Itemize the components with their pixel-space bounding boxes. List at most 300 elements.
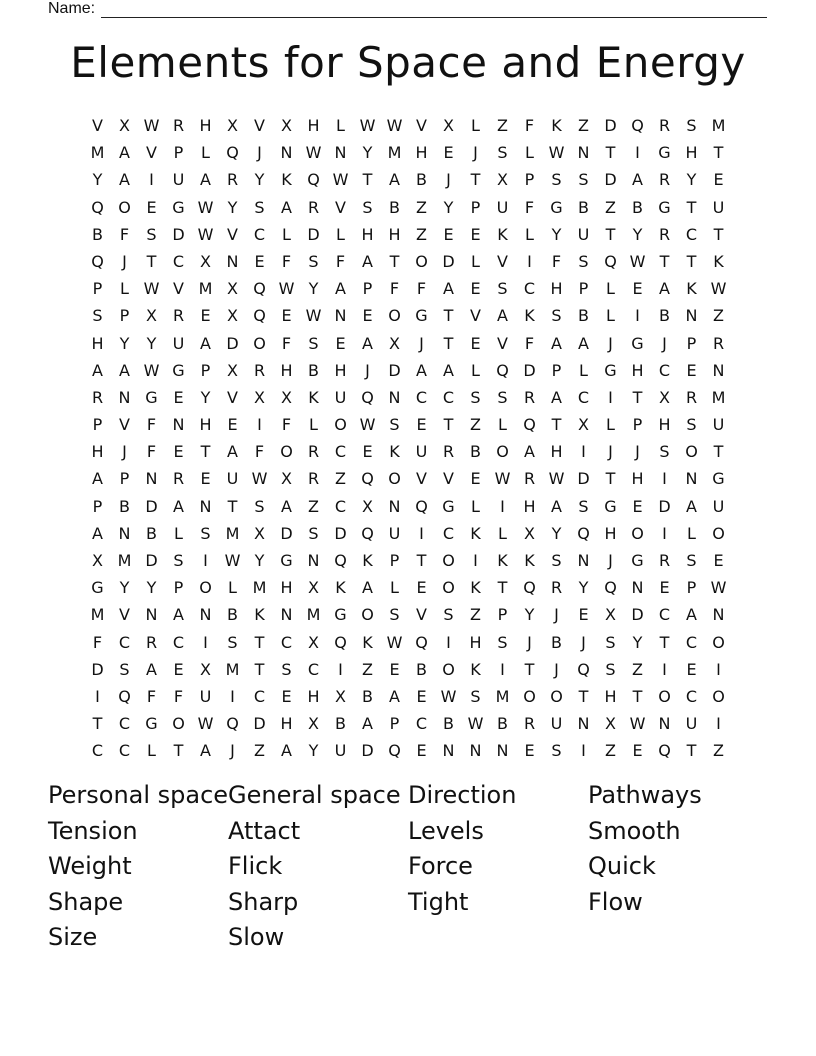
- grid-letter: C: [415, 387, 428, 407]
- grid-letter: S: [686, 116, 697, 135]
- grid-letter: U: [712, 197, 725, 217]
- grid-letter: A: [173, 605, 184, 625]
- grid-letter: Y: [146, 333, 157, 353]
- grid-letter: N: [118, 523, 131, 543]
- grid-letter: W: [440, 686, 457, 706]
- grid-letter: Q: [334, 551, 347, 570]
- grid-letter: A: [146, 659, 157, 679]
- grid-letter: Y: [578, 578, 589, 598]
- grid-letter: Z: [335, 469, 346, 489]
- grid-letter: O: [442, 551, 455, 570]
- grid-letter: C: [415, 714, 428, 734]
- grid-letter: T: [200, 442, 211, 462]
- grid-letter: Y: [551, 523, 562, 543]
- grid-letter: J: [419, 333, 424, 353]
- grid-letter: Q: [658, 741, 671, 761]
- grid-letter: M: [117, 551, 132, 570]
- grid-letter: H: [604, 686, 617, 706]
- grid-letter: A: [443, 360, 454, 380]
- grid-letter: W: [278, 279, 295, 299]
- grid-letter: I: [95, 686, 100, 706]
- grid-letter: O: [685, 442, 698, 462]
- grid-letter: N: [334, 306, 347, 326]
- grid-letter: Z: [308, 496, 319, 516]
- grid-letter: X: [200, 251, 211, 271]
- grid-letter: P: [173, 143, 184, 163]
- grid-letter: W: [197, 714, 214, 734]
- grid-letter: P: [686, 333, 697, 353]
- grid-letter: I: [203, 551, 208, 570]
- grid-row: [84, 737, 732, 764]
- grid-letter: B: [551, 632, 562, 652]
- grid-letter: K: [362, 551, 373, 570]
- grid-letter: U: [172, 333, 185, 353]
- grid-letter: Z: [362, 659, 373, 679]
- grid-letter: C: [442, 523, 455, 543]
- grid-letter: U: [712, 496, 725, 516]
- grid-letter: O: [442, 659, 455, 679]
- grid-letter: Q: [118, 686, 131, 706]
- grid-letter: I: [500, 659, 505, 679]
- grid-letter: C: [118, 632, 131, 652]
- grid-letter: A: [335, 279, 346, 299]
- grid-letter: O: [118, 197, 131, 217]
- grid-letter: X: [389, 333, 400, 353]
- grid-letter: J: [608, 551, 613, 570]
- grid-letter: R: [91, 387, 104, 407]
- grid-letter: S: [605, 632, 616, 652]
- grid-letter: F: [92, 632, 103, 652]
- grid-letter: B: [443, 714, 454, 734]
- grid-letter: X: [659, 387, 670, 407]
- grid-letter: L: [606, 279, 615, 299]
- grid-letter: Q: [523, 415, 536, 435]
- grid-letter: X: [308, 632, 319, 652]
- grid-letter: O: [496, 442, 509, 462]
- grid-letter: R: [172, 116, 185, 135]
- grid-letter: G: [172, 197, 185, 217]
- grid-letter: S: [686, 551, 697, 570]
- grid-letter: T: [416, 551, 427, 570]
- grid-letter: I: [581, 442, 586, 462]
- word-list-item: Personal space: [48, 781, 229, 809]
- grid-letter: A: [551, 496, 562, 516]
- grid-letter: R: [658, 116, 671, 135]
- grid-letter: J: [554, 605, 559, 625]
- grid-letter: W: [710, 578, 727, 598]
- grid-letter: S: [362, 197, 373, 217]
- grid-letter: E: [254, 251, 265, 271]
- grid-letter: H: [91, 333, 104, 353]
- grid-letter: Q: [631, 116, 644, 135]
- grid-letter: L: [525, 224, 534, 244]
- grid-letter: P: [362, 279, 373, 299]
- grid-row: [84, 683, 732, 710]
- grid-letter: X: [281, 469, 292, 489]
- grid-letter: H: [631, 469, 644, 489]
- grid-letter: A: [578, 333, 589, 353]
- grid-letter: U: [226, 469, 239, 489]
- grid-letter: B: [389, 197, 400, 217]
- grid-letter: N: [226, 251, 239, 271]
- grid-letter: L: [336, 224, 345, 244]
- grid-letter: M: [90, 143, 105, 163]
- grid-letter: L: [471, 251, 480, 271]
- grid-letter: R: [145, 632, 158, 652]
- grid-letter: Y: [227, 197, 238, 217]
- grid-row: [84, 221, 732, 248]
- grid-letter: E: [470, 469, 481, 489]
- grid-letter: C: [685, 686, 698, 706]
- grid-letter: A: [362, 714, 373, 734]
- grid-letter: X: [92, 551, 103, 570]
- grid-letter: W: [332, 170, 349, 190]
- grid-letter: T: [659, 251, 670, 271]
- grid-letter: X: [254, 523, 265, 543]
- grid-letter: S: [308, 523, 319, 543]
- grid-letter: S: [686, 415, 697, 435]
- grid-letter: S: [173, 551, 184, 570]
- grid-letter: K: [551, 116, 562, 135]
- grid-row: [84, 601, 732, 628]
- word-list-item: Flick: [228, 852, 283, 880]
- grid-letter: S: [254, 496, 265, 516]
- grid-letter: L: [471, 360, 480, 380]
- grid-row: [84, 547, 732, 574]
- grid-letter: G: [172, 360, 185, 380]
- grid-letter: O: [388, 469, 401, 489]
- grid-letter: D: [253, 714, 266, 734]
- grid-letter: F: [281, 415, 292, 435]
- grid-letter: S: [146, 224, 157, 244]
- grid-letter: E: [443, 224, 454, 244]
- grid-letter: E: [686, 659, 697, 679]
- grid-letter: Z: [632, 659, 643, 679]
- grid-letter: I: [527, 251, 532, 271]
- grid-row: [84, 248, 732, 275]
- grid-letter: X: [227, 306, 238, 326]
- grid-letter: P: [119, 306, 130, 326]
- grid-letter: M: [225, 523, 240, 543]
- grid-letter: X: [308, 578, 319, 598]
- grid-letter: X: [119, 116, 130, 135]
- grid-letter: F: [173, 686, 184, 706]
- grid-letter: L: [471, 116, 480, 135]
- grid-letter: T: [497, 578, 508, 598]
- grid-letter: A: [200, 170, 211, 190]
- grid-letter: B: [119, 496, 130, 516]
- grid-letter: T: [686, 197, 697, 217]
- grid-letter: Q: [226, 143, 239, 163]
- grid-letter: U: [550, 714, 563, 734]
- grid-letter: I: [473, 551, 478, 570]
- grid-letter: K: [497, 551, 508, 570]
- grid-letter: Z: [416, 197, 427, 217]
- grid-letter: T: [524, 659, 535, 679]
- grid-letter: E: [173, 442, 184, 462]
- grid-letter: D: [334, 523, 347, 543]
- word-list-item: Sharp: [228, 887, 299, 916]
- grid-letter: P: [686, 578, 697, 598]
- grid-letter: G: [604, 496, 617, 516]
- grid-letter: G: [415, 306, 428, 326]
- grid-letter: L: [525, 143, 534, 163]
- grid-letter: P: [92, 415, 103, 435]
- grid-letter: D: [604, 116, 617, 135]
- grid-letter: S: [227, 632, 238, 652]
- grid-letter: O: [172, 714, 185, 734]
- grid-letter: P: [119, 469, 130, 489]
- grid-letter: G: [91, 578, 104, 598]
- grid-letter: Y: [551, 224, 562, 244]
- grid-letter: N: [172, 415, 185, 435]
- grid-letter: F: [254, 442, 265, 462]
- grid-letter: T: [389, 251, 400, 271]
- grid-letter: O: [280, 442, 293, 462]
- grid-letter: T: [92, 714, 103, 734]
- grid-letter: C: [577, 387, 590, 407]
- grid-letter: E: [200, 469, 211, 489]
- grid-letter: E: [200, 306, 211, 326]
- grid-letter: O: [712, 523, 725, 543]
- grid-letter: B: [578, 306, 589, 326]
- word-list-item: Tight: [408, 887, 469, 916]
- grid-letter: R: [172, 469, 185, 489]
- grid-letter: Q: [577, 523, 590, 543]
- grid-letter: Q: [361, 387, 374, 407]
- grid-letter: E: [470, 224, 481, 244]
- grid-letter: P: [470, 197, 481, 217]
- grid-letter: R: [712, 333, 725, 353]
- grid-letter: D: [91, 659, 104, 679]
- grid-letter: A: [119, 360, 130, 380]
- grid-letter: Q: [415, 632, 428, 652]
- grid-letter: U: [415, 442, 428, 462]
- grid-letter: X: [497, 170, 508, 190]
- grid-letter: Q: [91, 197, 104, 217]
- grid-letter: O: [631, 523, 644, 543]
- grid-letter: I: [608, 387, 613, 407]
- grid-letter: R: [226, 170, 239, 190]
- grid-letter: N: [307, 551, 320, 570]
- grid-letter: Y: [362, 143, 373, 163]
- grid-letter: P: [524, 170, 535, 190]
- grid-letter: Q: [361, 523, 374, 543]
- grid-letter: K: [254, 605, 265, 625]
- grid-letter: H: [604, 523, 617, 543]
- grid-letter: Q: [523, 578, 536, 598]
- grid-letter: G: [334, 605, 347, 625]
- grid-letter: D: [388, 360, 401, 380]
- grid-letter: N: [685, 306, 698, 326]
- grid-letter: D: [226, 333, 239, 353]
- grid-letter: M: [711, 116, 726, 135]
- grid-letter: S: [308, 333, 319, 353]
- grid-letter: W: [548, 469, 565, 489]
- grid-letter: B: [146, 523, 157, 543]
- grid-letter: P: [578, 279, 589, 299]
- grid-letter: S: [389, 605, 400, 625]
- grid-letter: Y: [254, 170, 265, 190]
- grid-letter: W: [197, 197, 214, 217]
- grid-letter: X: [335, 686, 346, 706]
- grid-letter: T: [443, 415, 454, 435]
- grid-letter: K: [524, 306, 535, 326]
- grid-letter: V: [173, 279, 184, 299]
- grid-letter: C: [442, 387, 455, 407]
- grid-letter: L: [687, 523, 696, 543]
- grid-letter: Q: [604, 578, 617, 598]
- grid-letter: C: [334, 496, 347, 516]
- grid-letter: Q: [577, 659, 590, 679]
- letter-grid: [84, 112, 732, 765]
- grid-letter: R: [658, 551, 671, 570]
- grid-letter: S: [497, 632, 508, 652]
- name-underline[interactable]: [101, 3, 767, 18]
- grid-letter: V: [227, 224, 238, 244]
- grid-letter: I: [149, 170, 154, 190]
- grid-letter: F: [281, 333, 292, 353]
- grid-row: [84, 465, 732, 492]
- word-list-item: Force: [408, 852, 473, 880]
- grid-letter: R: [307, 469, 320, 489]
- grid-letter: E: [281, 306, 292, 326]
- grid-letter: V: [227, 387, 238, 407]
- grid-letter: X: [254, 387, 265, 407]
- grid-letter: I: [662, 469, 667, 489]
- grid-letter: I: [716, 659, 721, 679]
- grid-letter: I: [635, 306, 640, 326]
- grid-letter: N: [388, 387, 401, 407]
- grid-letter: O: [712, 632, 725, 652]
- grid-letter: L: [390, 578, 399, 598]
- grid-letter: N: [469, 741, 482, 761]
- grid-letter: E: [659, 578, 670, 598]
- grid-letter: X: [227, 360, 238, 380]
- grid-letter: Q: [415, 496, 428, 516]
- name-label: Name:: [48, 0, 96, 17]
- grid-letter: B: [416, 170, 427, 190]
- word-list: [48, 778, 768, 956]
- grid-letter: A: [281, 197, 292, 217]
- grid-letter: H: [388, 224, 401, 244]
- grid-letter: I: [338, 659, 343, 679]
- grid-letter: E: [416, 415, 427, 435]
- grid-letter: D: [631, 605, 644, 625]
- grid-letter: X: [200, 659, 211, 679]
- grid-letter: N: [145, 469, 158, 489]
- grid-letter: P: [389, 714, 400, 734]
- grid-letter: T: [146, 251, 157, 271]
- grid-letter: F: [524, 197, 535, 217]
- grid-letter: F: [551, 251, 562, 271]
- grid-letter: U: [577, 224, 590, 244]
- grid-letter: H: [280, 578, 293, 598]
- grid-letter: J: [635, 442, 640, 462]
- grid-letter: S: [443, 605, 454, 625]
- grid-letter: O: [550, 686, 563, 706]
- grid-letter: W: [359, 116, 376, 135]
- grid-letter: A: [389, 170, 400, 190]
- grid-letter: J: [122, 442, 127, 462]
- grid-letter: N: [280, 605, 293, 625]
- name-field[interactable]: [48, 0, 767, 18]
- grid-letter: G: [631, 551, 644, 570]
- grid-letter: T: [605, 224, 616, 244]
- grid-letter: D: [442, 251, 455, 271]
- grid-letter: M: [252, 578, 267, 598]
- grid-letter: N: [280, 143, 293, 163]
- grid-letter: T: [686, 251, 697, 271]
- grid-letter: T: [713, 143, 724, 163]
- grid-letter: Z: [713, 306, 724, 326]
- grid-letter: R: [523, 469, 536, 489]
- grid-letter: A: [200, 741, 211, 761]
- grid-letter: M: [711, 387, 726, 407]
- grid-letter: H: [658, 415, 671, 435]
- word-list-item: Shape: [48, 887, 124, 916]
- grid-letter: N: [712, 605, 725, 625]
- grid-letter: X: [227, 116, 238, 135]
- grid-letter: K: [713, 251, 724, 271]
- grid-letter: Q: [253, 306, 266, 326]
- grid-letter: Z: [605, 741, 616, 761]
- grid-letter: K: [335, 578, 346, 598]
- page-title: Elements for Space and Energy: [70, 38, 746, 87]
- grid-letter: J: [554, 659, 559, 679]
- grid-letter: Z: [416, 224, 427, 244]
- grid-letter: A: [416, 360, 427, 380]
- grid-letter: Q: [226, 714, 239, 734]
- grid-letter: R: [172, 306, 185, 326]
- grid-letter: M: [387, 143, 402, 163]
- grid-letter: C: [172, 632, 185, 652]
- grid-letter: X: [605, 605, 616, 625]
- grid-letter: D: [172, 224, 185, 244]
- grid-letter: F: [119, 224, 130, 244]
- grid-letter: M: [495, 686, 510, 706]
- grid-letter: G: [658, 197, 671, 217]
- grid-letter: P: [92, 279, 103, 299]
- grid-letter: H: [307, 116, 320, 135]
- grid-letter: W: [548, 143, 565, 163]
- grid-letter: W: [143, 360, 160, 380]
- grid-letter: K: [470, 659, 481, 679]
- grid-letter: X: [362, 496, 373, 516]
- grid-letter: N: [199, 496, 212, 516]
- grid-letter: W: [143, 279, 160, 299]
- grid-letter: U: [496, 197, 509, 217]
- grid-row: [84, 629, 732, 656]
- grid-letter: W: [629, 251, 646, 271]
- grid-letter: Q: [496, 360, 509, 380]
- grid-letter: Z: [470, 415, 481, 435]
- grid-letter: A: [362, 333, 373, 353]
- grid-letter: Q: [253, 279, 266, 299]
- grid-letter: C: [118, 741, 131, 761]
- grid-letter: H: [550, 279, 563, 299]
- grid-letter: U: [388, 523, 401, 543]
- grid-letter: S: [659, 442, 670, 462]
- grid-letter: E: [470, 333, 481, 353]
- grid-letter: V: [119, 415, 130, 435]
- grid-letter: U: [334, 741, 347, 761]
- grid-letter: I: [203, 632, 208, 652]
- grid-letter: O: [415, 251, 428, 271]
- grid-letter: N: [199, 605, 212, 625]
- grid-letter: V: [443, 469, 454, 489]
- grid-letter: R: [523, 714, 536, 734]
